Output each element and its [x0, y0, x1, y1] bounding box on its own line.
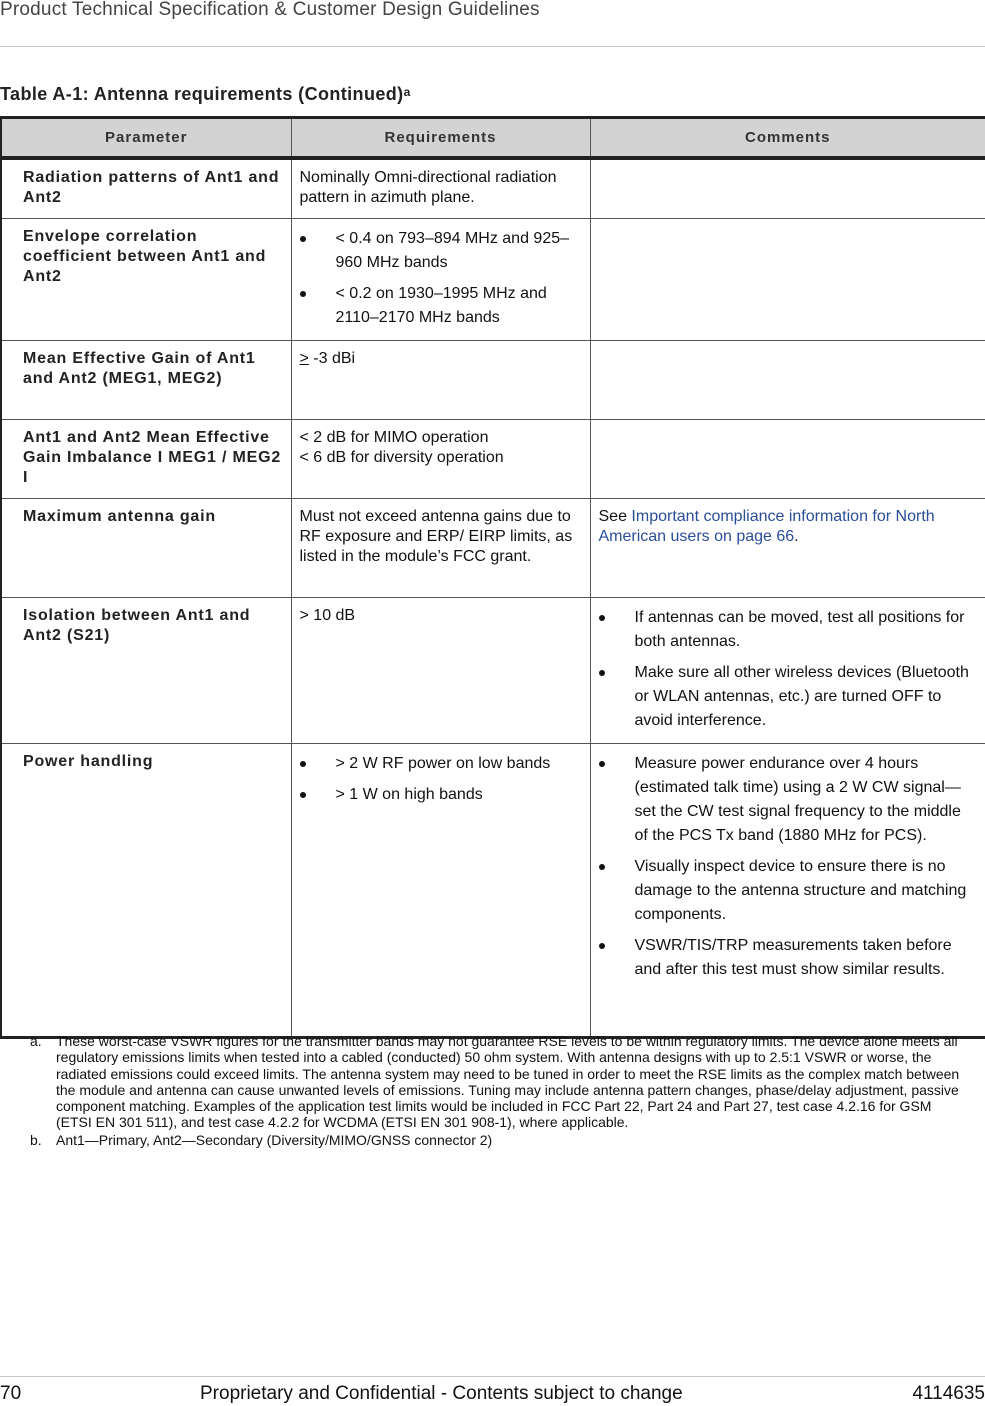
table-row — [1, 158, 985, 219]
parameter-cell: Radiation patterns of Ant1 and Ant2 — [1, 158, 291, 219]
bullet-icon — [300, 236, 306, 242]
list-item: If antennas can be moved, test all positions for both antennas. — [599, 606, 978, 654]
parameter-cell: Mean Effective Gain of Ant1 and Ant2 (MEG1, MEG2) — [1, 340, 291, 419]
table-caption-text: Table A-1: Antenna requirements (Continued) — [0, 84, 404, 104]
bullet-icon — [300, 792, 306, 798]
greater-or-equal-symbol: > — [299, 349, 309, 367]
requirement-bullet-list — [300, 227, 582, 330]
table-row — [1, 498, 985, 597]
requirement-value: -3 dBi — [308, 349, 356, 367]
requirement-cell — [291, 340, 590, 419]
list-item: > 2 W RF power on low bands — [300, 752, 582, 776]
footnote-label: b. — [30, 1131, 42, 1148]
parameter-cell: Power handling — [1, 743, 291, 1037]
list-item: < 0.2 on 1930–1995 MHz and 2110–2170 MHz bands — [300, 282, 582, 330]
requirement-line: < 2 dB for MIMO operation — [299, 428, 489, 446]
comment-cell — [590, 218, 985, 340]
table-row — [1, 340, 985, 419]
column-header-comments: Comments — [590, 118, 985, 158]
column-header-parameter: Parameter — [1, 118, 291, 158]
comment-cell — [590, 158, 985, 219]
table-row — [1, 218, 985, 340]
list-item: Visually inspect device to ensure there is no damage to the antenna structure and matching components. — [599, 855, 978, 927]
parameter-cell: Isolation between Ant1 and Ant2 (S21) — [1, 597, 291, 743]
footnote-a — [30, 1033, 965, 1131]
page-number: 70 — [0, 1383, 22, 1404]
list-item: > 1 W on high bands — [300, 783, 582, 807]
bullet-icon — [300, 761, 306, 767]
document-number: 4114635 — [912, 1383, 985, 1404]
parameter-cell: Ant1 and Ant2 Mean Effective Gain Imbalance I MEG1 / MEG2 I — [1, 419, 291, 498]
list-item: VSWR/TIS/TRP measurements taken before and after this test must show similar results. — [599, 934, 978, 982]
running-header — [0, 0, 985, 47]
parameter-cell: Maximum antenna gain — [1, 498, 291, 597]
bullet-icon — [599, 864, 605, 870]
comment-bullet-list — [599, 606, 978, 733]
requirement-cell — [291, 218, 590, 340]
comment-cell — [590, 340, 985, 419]
requirement-cell — [291, 743, 590, 1037]
bullet-icon — [599, 615, 605, 621]
requirement-line: < 6 dB for diversity operation — [299, 448, 504, 466]
compliance-info-link[interactable]: Important compliance information for North American users on page 66 — [598, 507, 935, 545]
bullet-icon — [599, 943, 605, 949]
confidentiality-notice: Proprietary and Confidential - Contents subject to change — [200, 1383, 683, 1404]
table-header-row — [1, 118, 985, 158]
bullet-icon — [300, 291, 306, 297]
requirement-cell — [291, 419, 590, 498]
table-row — [1, 597, 985, 743]
table-caption — [0, 84, 411, 105]
comment-cell — [590, 597, 985, 743]
footnote-text: These worst-case VSWR figures for the transmitter bands may not guarantee RSE levels to be within regulatory limits. The device alone meets all regulatory emissions limits when tested into a cabled (conducted) 50 ohm system. With antenna designs with up to 2.5:1 VSWR or worse, the radiated emissions could exceed limits. The antenna system may need to be tuned in order to meet the RSE limits as the complex match between the module and antenna can cause unwanted levels of emissions. Tuning may include antenna pattern changes, phase/delay adjustment, passive component matching. Examples of the application test limits would be included in FCC Part 22, Part 24 and Part 27, test case 4.2.16 for GSM (ETSI EN 301 511), and test case 4.2.2 for WCDMA (ETSI EN 301 908-1), where applicable. — [56, 1033, 960, 1131]
running-footer — [0, 1376, 985, 1406]
list-item: < 0.4 on 793–894 MHz and 925–960 MHz bands — [300, 227, 582, 275]
comment-bullet-list — [599, 752, 978, 982]
requirement-bullet-list — [300, 752, 582, 807]
requirement-cell: Must not exceed antenna gains due to RF exposure and ERP/ EIRP limits, as listed in the module’s FCC grant. — [291, 498, 590, 597]
footnote-text: Ant1—Primary, Ant2—Secondary (Diversity/MIMO/GNSS connector 2) — [56, 1131, 493, 1148]
parameter-cell: Envelope correlation coefficient between Ant1 and Ant2 — [1, 218, 291, 340]
table-row — [1, 743, 985, 1037]
footnote-b — [30, 1132, 965, 1148]
comment-cell — [590, 419, 985, 498]
document-title: Product Technical Specification & Customer Design Guidelines — [0, 0, 540, 20]
footnote-label: a. — [30, 1033, 42, 1049]
comment-cell — [590, 743, 985, 1037]
column-header-requirements: Requirements — [291, 118, 590, 158]
list-item: Make sure all other wireless devices (Bluetooth or WLAN antennas, etc.) are turned OFF to avoid interference. — [599, 661, 978, 733]
list-item: Measure power endurance over 4 hours (estimated talk time) using a 2 W CW signal—set the CW test signal frequency to the middle of the PCS Tx band (1880 MHz for PCS). — [599, 752, 978, 848]
table-caption-note: a — [403, 85, 411, 99]
antenna-requirements-table — [0, 116, 985, 1039]
requirement-cell: > 10 dB — [291, 597, 590, 743]
table-row — [1, 419, 985, 498]
bullet-icon — [599, 761, 605, 767]
bullet-icon — [599, 670, 605, 676]
table-footnotes — [30, 1033, 965, 1149]
comment-cell: See Important compliance information for North American users on page 66. — [590, 498, 985, 597]
requirement-cell: Nominally Omni-directional radiation pattern in azimuth plane. — [291, 158, 590, 219]
